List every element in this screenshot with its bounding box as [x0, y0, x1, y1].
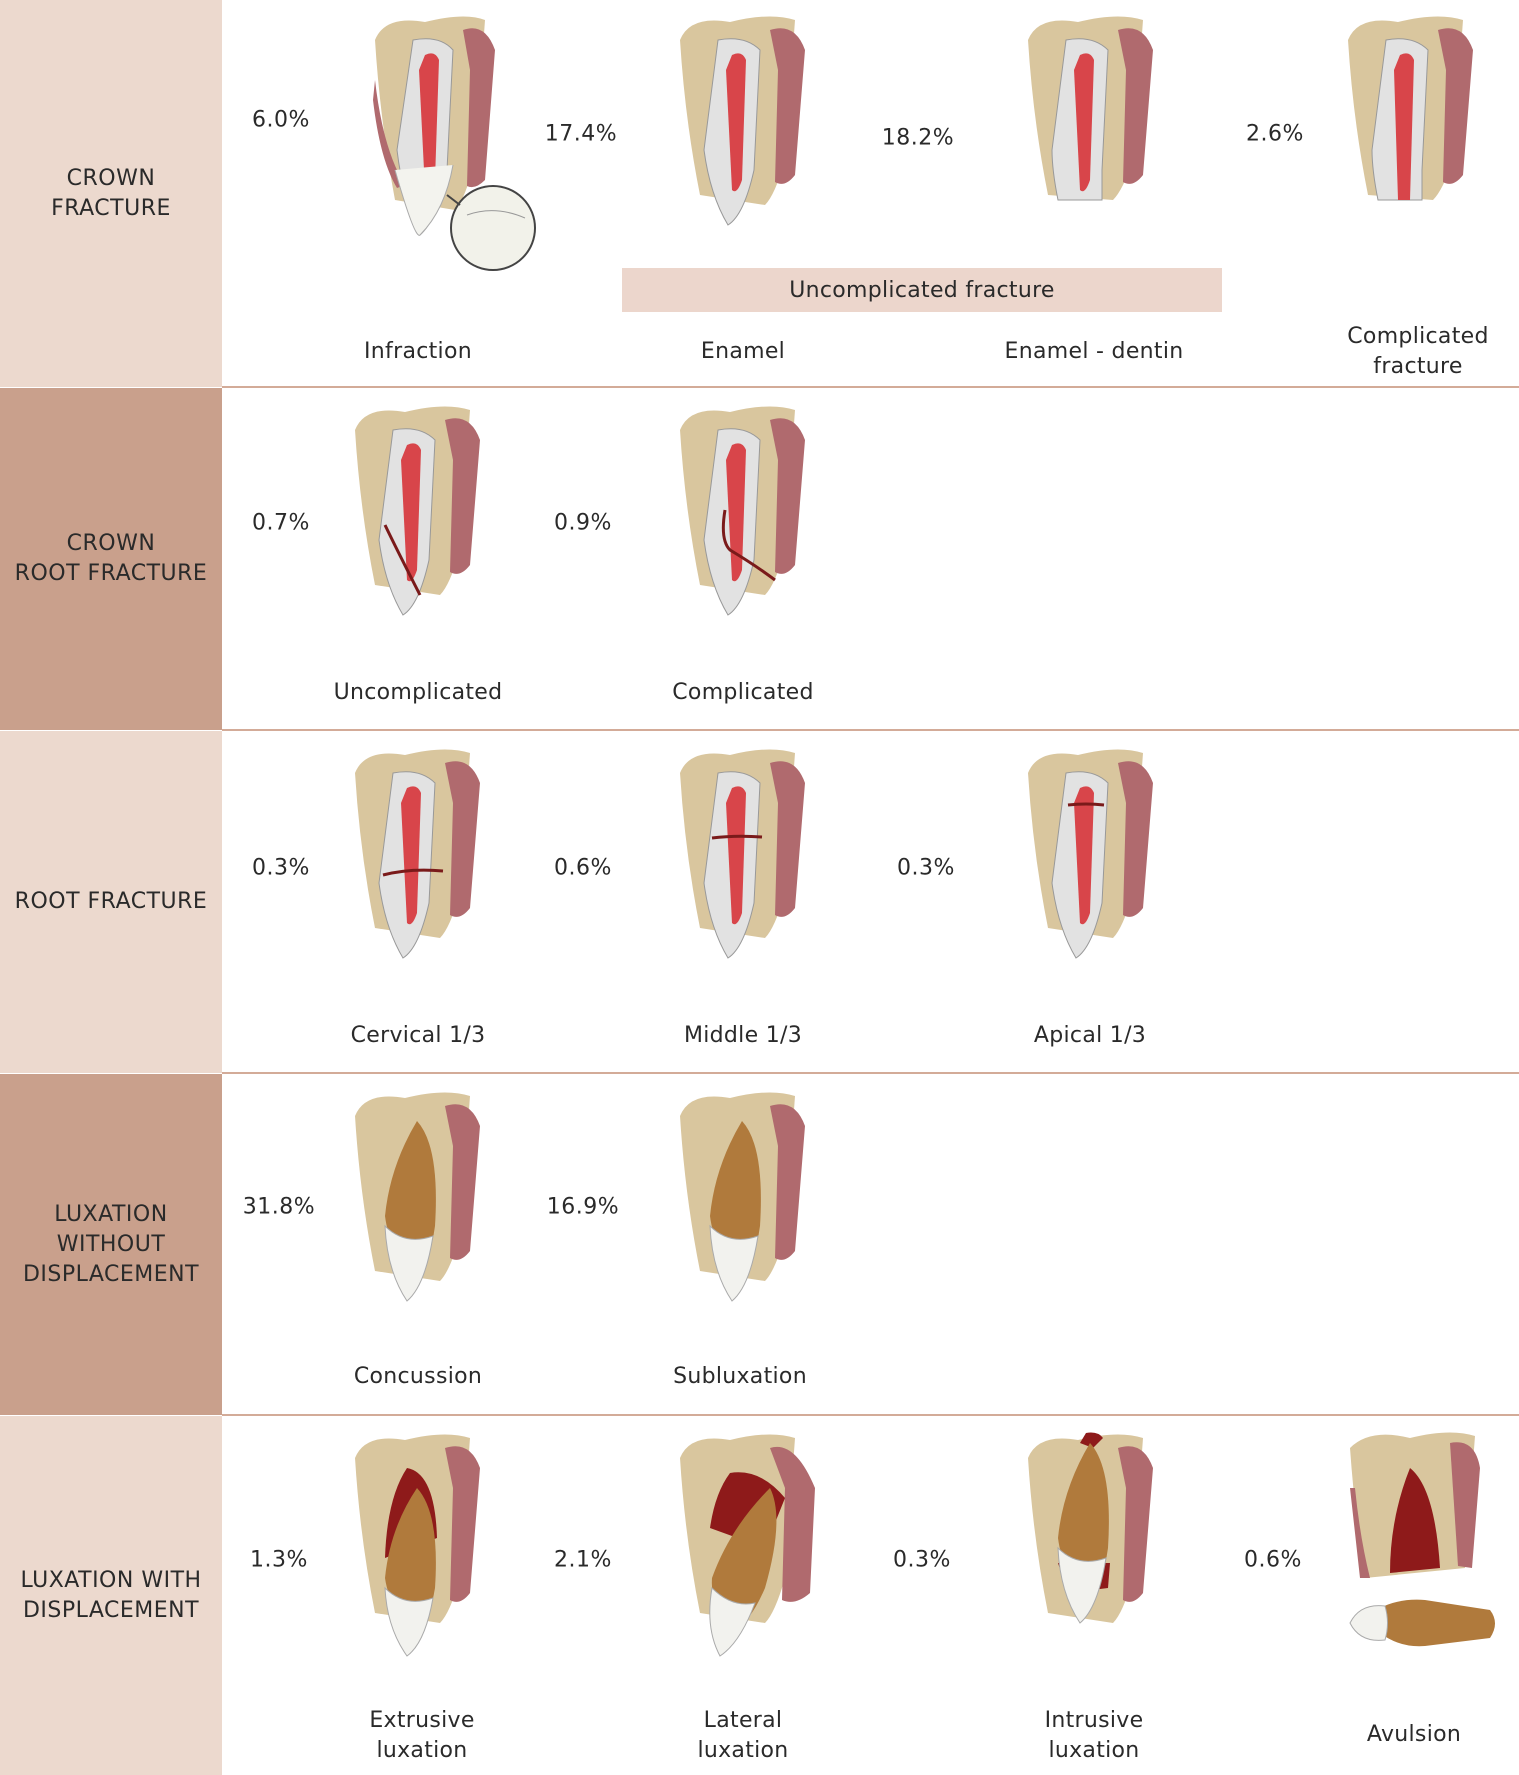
percentage: 1.3% [250, 1547, 308, 1573]
percentage: 2.1% [554, 1547, 612, 1573]
tooth-complicated-crown-root-fracture-icon [670, 400, 820, 620]
percentage: 2.6% [1246, 121, 1304, 147]
percentage: 0.7% [252, 510, 310, 536]
tooth-avulsion-icon [1340, 1428, 1500, 1668]
tooth-apical-root-fracture-icon [1018, 743, 1168, 963]
tooth-label: Middle 1/3 [683, 1023, 803, 1048]
percentage: 0.6% [554, 855, 612, 881]
tooth-label: Complicated fracture [1347, 324, 1489, 379]
tooth-extrusive-luxation-icon [345, 1428, 495, 1658]
tooth-enamel-fracture-icon [670, 10, 820, 230]
percentage: 16.9% [546, 1194, 620, 1220]
tooth-label: Concussion [353, 1364, 483, 1389]
percentage: 0.6% [1244, 1547, 1302, 1573]
row-crown-root-fracture [0, 388, 1519, 730]
tooth-subluxation-icon [670, 1086, 820, 1306]
tooth-label: Subluxation [673, 1364, 807, 1389]
tooth-label: Intrusive luxation [1044, 1708, 1144, 1763]
category-label: LUXATION WITH DISPLACEMENT [0, 1416, 222, 1775]
tooth-complicated-fracture-icon [1338, 10, 1488, 210]
tooth-infraction-icon [355, 10, 575, 275]
category-label: CROWN FRACTURE [0, 0, 222, 387]
tooth-label: Enamel - dentin [1004, 339, 1184, 364]
percentage: 6.0% [252, 107, 310, 133]
tooth-uncomplicated-crown-root-fracture-icon [345, 400, 495, 620]
tooth-label: Apical 1/3 [1033, 1023, 1147, 1048]
tooth-middle-root-fracture-icon [670, 743, 820, 963]
percentage: 0.3% [252, 855, 310, 881]
tooth-label: Lateral luxation [697, 1708, 789, 1763]
percentage: 0.3% [893, 1547, 951, 1573]
row-crown-fracture [0, 0, 1519, 387]
tooth-label: Avulsion [1366, 1722, 1462, 1747]
row-luxation-with-displacement [0, 1416, 1519, 1775]
percentage: 0.9% [554, 510, 612, 536]
tooth-label: Infraction [364, 339, 472, 364]
tooth-concussion-icon [345, 1086, 495, 1306]
tooth-label: Extrusive luxation [369, 1708, 475, 1763]
uncomplicated-fracture-band: Uncomplicated fracture [622, 268, 1222, 312]
tooth-label: Enamel [700, 339, 786, 364]
tooth-label: Complicated [672, 680, 814, 705]
category-label: CROWN ROOT FRACTURE [0, 388, 222, 730]
row-luxation-without-displacement [0, 1074, 1519, 1415]
category-label: ROOT FRACTURE [0, 731, 222, 1073]
tooth-cervical-root-fracture-icon [345, 743, 495, 963]
tooth-intrusive-luxation-icon [1018, 1428, 1168, 1638]
percentage: 18.2% [881, 125, 955, 151]
percentage: 31.8% [242, 1194, 316, 1220]
tooth-label: Uncomplicated [333, 680, 503, 705]
tooth-label: Cervical 1/3 [350, 1023, 486, 1048]
percentage: 0.3% [897, 855, 955, 881]
percentage: 17.4% [544, 121, 618, 147]
row-root-fracture [0, 731, 1519, 1073]
category-label: LUXATION WITHOUT DISPLACEMENT [0, 1074, 222, 1415]
tooth-lateral-luxation-icon [670, 1428, 830, 1658]
tooth-enamel-dentin-fracture-icon [1018, 10, 1168, 210]
